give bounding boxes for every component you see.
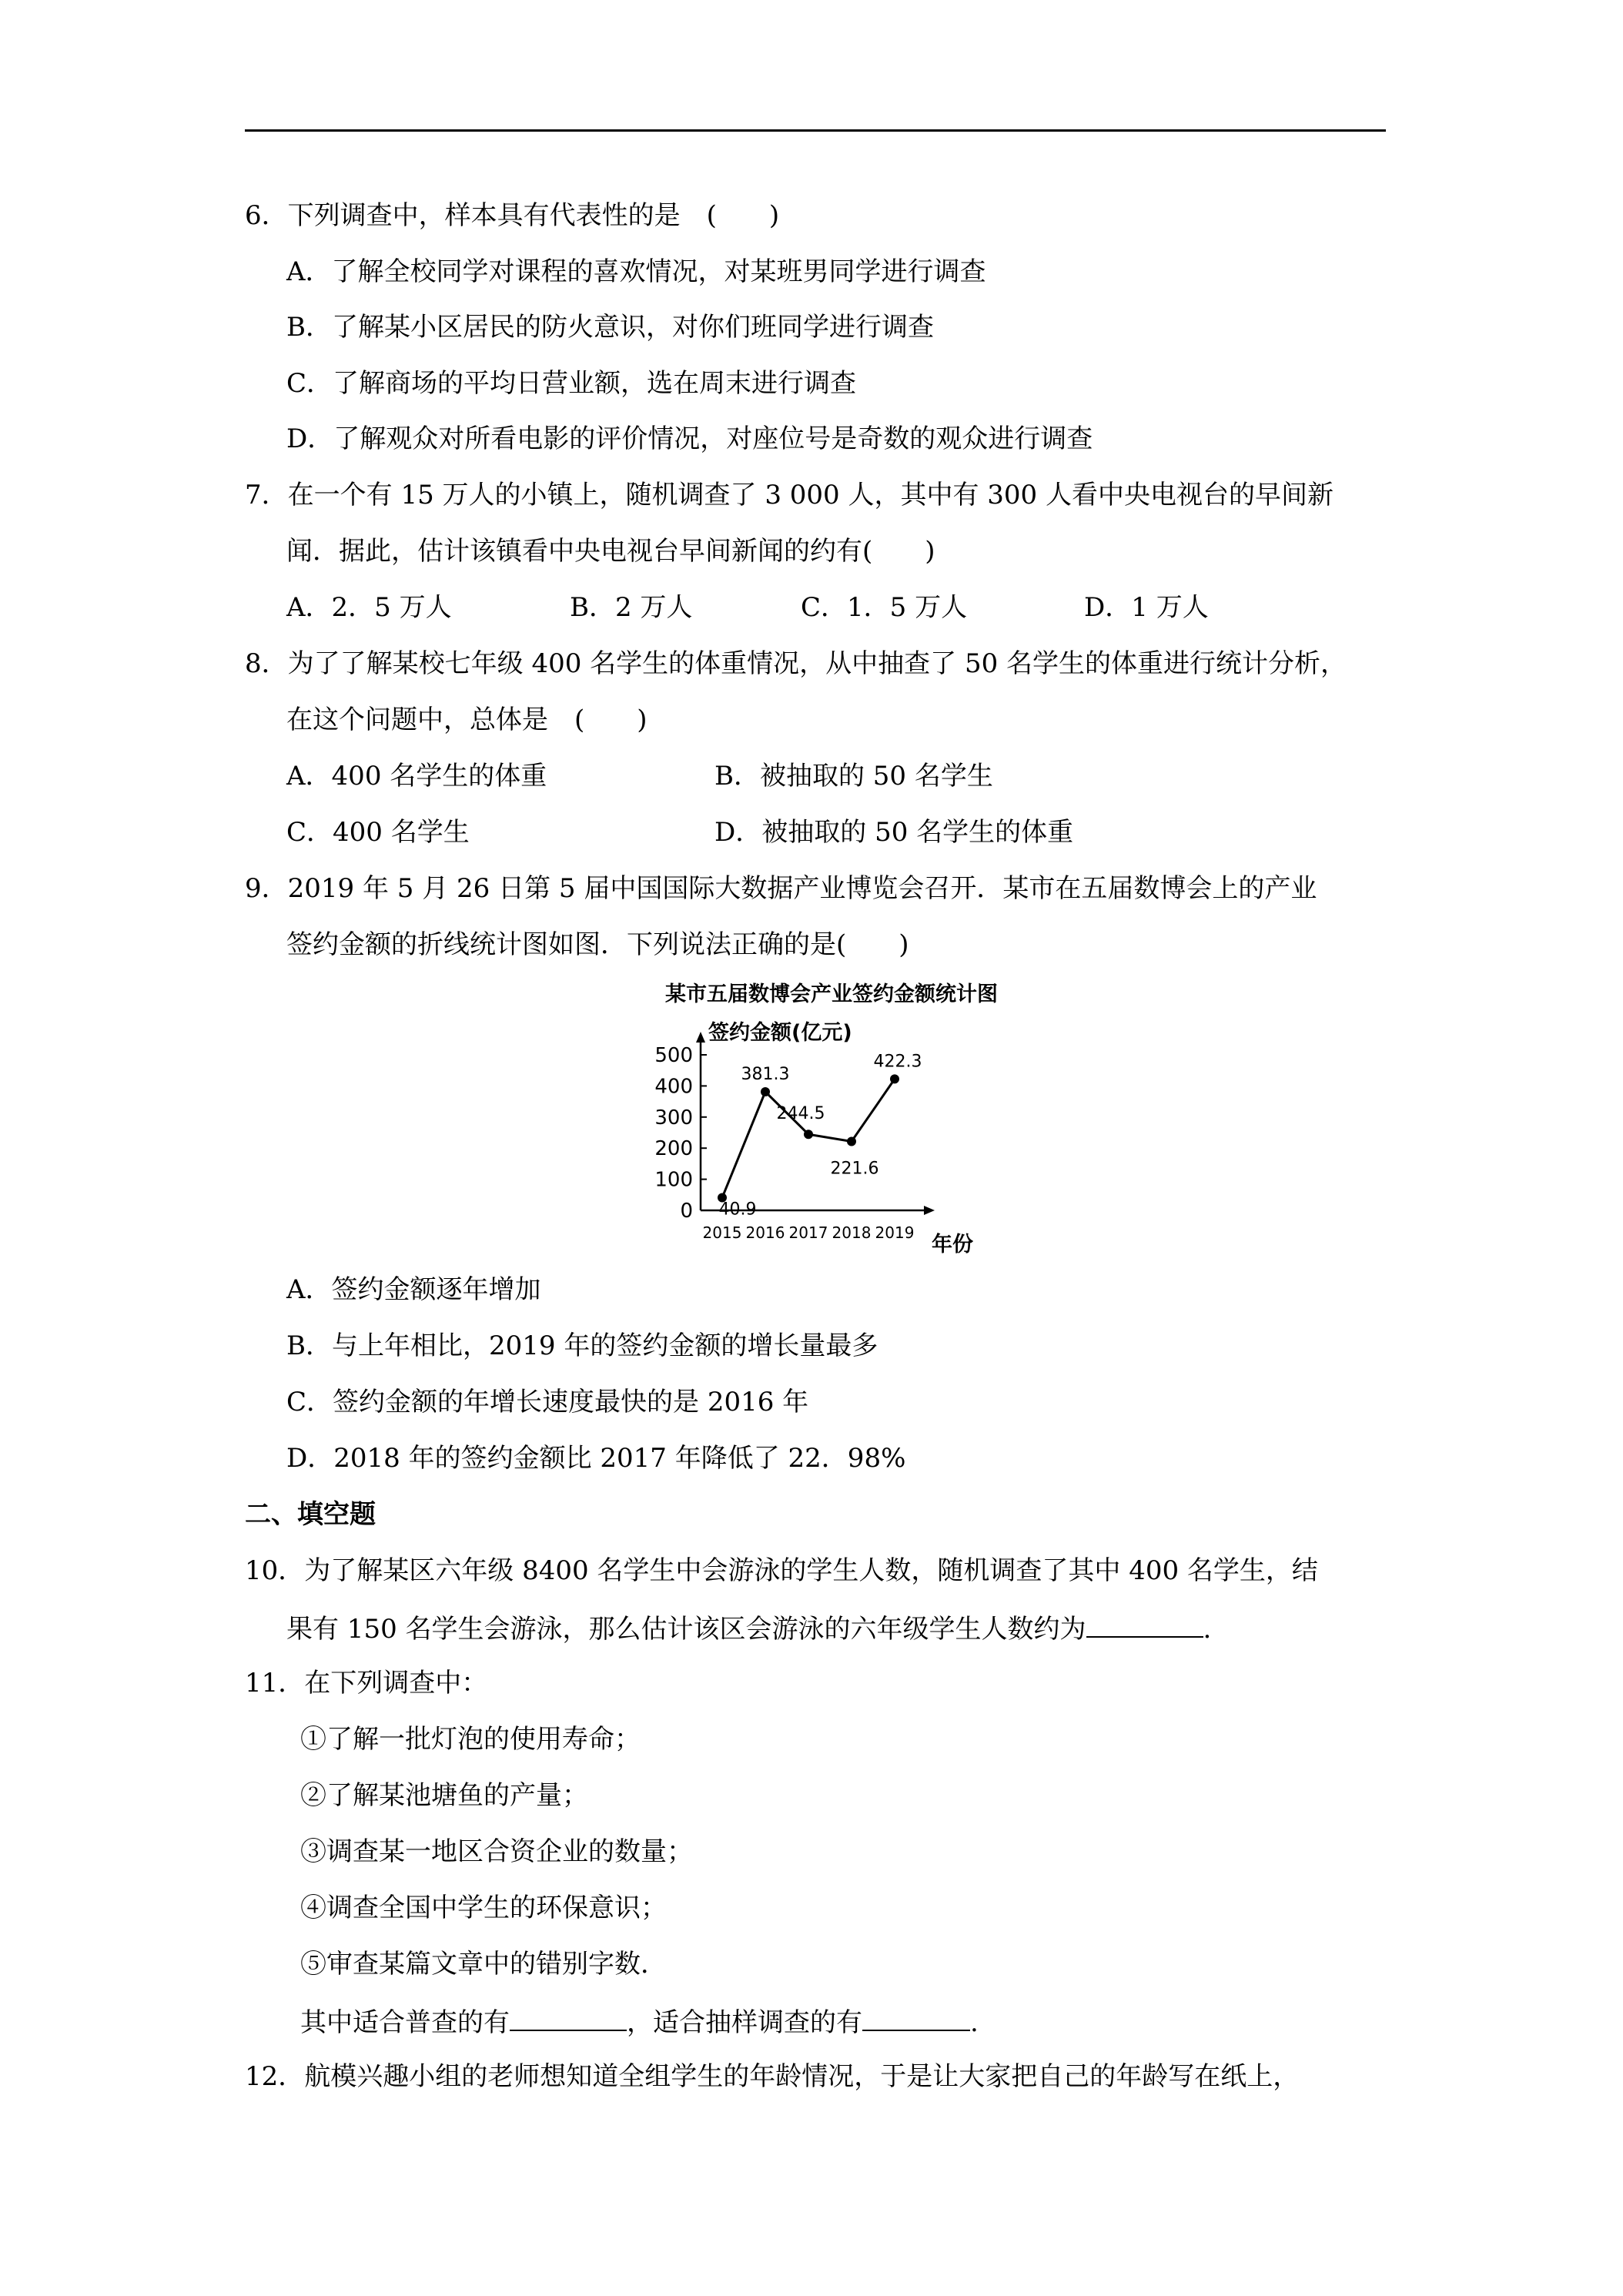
chart-data-point [804, 1130, 813, 1139]
q10-stem-end: . [1203, 1614, 1212, 1645]
q7-stem-line1: 7．在一个有 15 万人的小镇上，随机调查了 3 000 人，其中有 300 人看中央电视台的早间新 [245, 480, 1334, 510]
chart-data-label: 422.3 [873, 1052, 922, 1072]
q8-option-b: B．被抽取的 50 名学生 [714, 761, 993, 792]
q6-stem: 6．下列调查中，样本具有代表性的是 ( ) [245, 200, 780, 231]
q8-stem-line2: 在这个问题中，总体是 ( ) [286, 705, 648, 735]
chart-y-tick-label: 500 [654, 1044, 693, 1067]
q10-stem-line2 [286, 1610, 1211, 1646]
q11-part1-text: 其中适合普查的有 [300, 2007, 510, 2038]
q8-option-d: D．被抽取的 50 名学生的体重 [714, 817, 1074, 848]
q11-item-4: ④调查全国中学生的环保意识； [300, 1893, 667, 1923]
chart-y-axis-arrow [696, 1032, 705, 1043]
chart-y-tick-label: 300 [654, 1106, 693, 1130]
q11-item-1: ①了解一批灯泡的使用寿命； [300, 1724, 641, 1755]
q11-item-5: ⑤审查某篇文章中的错别字数． [300, 1949, 667, 1980]
q10-stem-line1: 10．为了解某区六年级 8400 名学生中会游泳的学生人数，随机调查了其中 400 名学生，结 [245, 1555, 1318, 1586]
chart-y-tick-label: 100 [654, 1168, 693, 1192]
q9-option-c: C．签约金额的年增长速度最快的是 2016 年 [286, 1387, 809, 1417]
q7-option-a: A．2．5 万人 [286, 592, 452, 623]
chart-y-axis-label: 签约金额(亿元) [708, 1021, 852, 1045]
chart-y-tick-label: 0 [680, 1200, 693, 1223]
q6-option-d: D．了解观众对所看电影的评价情况，对座位号是奇数的观众进行调查 [286, 423, 1093, 454]
q10-answer-blank[interactable] [1086, 1610, 1203, 1638]
chart-data-point [761, 1087, 770, 1096]
q11-census-blank[interactable] [510, 2003, 627, 2031]
q7-stem-line2: 闻．据此，估计该镇看中央电视台早间新闻的约有( ) [286, 536, 935, 567]
chart-y-tick-label: 400 [654, 1075, 693, 1099]
chart-data-label: 221.6 [830, 1159, 879, 1179]
q11-question-line [300, 2003, 979, 2040]
q9-option-d: D．2018 年的签约金额比 2017 年降低了 22．98% [286, 1443, 906, 1474]
q11-stem: 11．在下列调查中： [245, 1668, 488, 1699]
q6-option-c: C．了解商场的平均日营业额，选在周末进行调查 [286, 368, 857, 399]
chart-data-label: 40.9 [718, 1200, 757, 1220]
chart-x-axis-label: 年份 [932, 1233, 973, 1255]
chart-y-tick-label: 200 [654, 1137, 693, 1161]
chart-x-axis-arrow [924, 1206, 935, 1215]
q11-item-3: ③调查某一地区合资企业的数量； [300, 1836, 693, 1867]
q9-option-b: B．与上年相比，2019 年的签约金额的增长量最多 [286, 1330, 878, 1361]
q8-stem-line1: 8．为了了解某校七年级 400 名学生的体重情况，从中抽查了 50 名学生的体重进行统计分析， [245, 648, 1347, 679]
q6-option-a: A．了解全校同学对课程的喜欢情况，对某班男同学进行调查 [286, 256, 986, 287]
chart-x-tick-label: 2016 [745, 1223, 785, 1242]
signing-amount-line-chart [631, 978, 1032, 1255]
chart-x-tick-label: 2017 [788, 1223, 828, 1242]
chart-data-point [890, 1074, 899, 1083]
chart-data-label: 244.5 [776, 1104, 825, 1124]
header-rule [245, 129, 1386, 132]
q7-option-c: C．1．5 万人 [801, 592, 968, 623]
chart-data-label: 381.3 [741, 1064, 790, 1084]
q11-part2-text: ，适合抽样调查的有 [627, 2007, 862, 2038]
chart-data-point [847, 1136, 856, 1146]
section-heading-fill-blank: 二、填空题 [245, 1499, 376, 1530]
chart-x-tick-label: 2018 [832, 1223, 872, 1242]
q11-sampling-blank[interactable] [862, 2003, 970, 2031]
q11-end: . [970, 2007, 979, 2038]
chart-x-tick-label: 2019 [875, 1223, 915, 1242]
q9-option-a: A．签约金额逐年增加 [286, 1274, 541, 1305]
chart-x-tick-label: 2015 [702, 1223, 742, 1242]
chart-title: 某市五届数博会产业签约金额统计图 [665, 982, 998, 1006]
q6-option-b: B．了解某小区居民的防火意识，对你们班同学进行调查 [286, 312, 934, 343]
q9-stem-line2: 签约金额的折线统计图如图．下列说法正确的是( ) [286, 929, 909, 960]
q12-stem-line1: 12．航模兴趣小组的老师想知道全组学生的年龄情况，于是让大家把自己的年龄写在纸上， [245, 2061, 1300, 2092]
q7-option-d: D．1 万人 [1084, 592, 1209, 623]
q8-option-a: A．400 名学生的体重 [286, 761, 547, 792]
q10-stem-text: 果有 150 名学生会游泳，那么估计该区会游泳的六年级学生人数约为 [286, 1614, 1086, 1645]
q11-item-2: ②了解某池塘鱼的产量； [300, 1780, 588, 1811]
q8-option-c: C．400 名学生 [286, 817, 470, 848]
q7-option-b: B．2 万人 [570, 592, 693, 623]
q9-stem-line1: 9．2019 年 5 月 26 日第 5 届中国国际大数据产业博览会召开．某市在五届数博会上的产业 [245, 873, 1317, 904]
